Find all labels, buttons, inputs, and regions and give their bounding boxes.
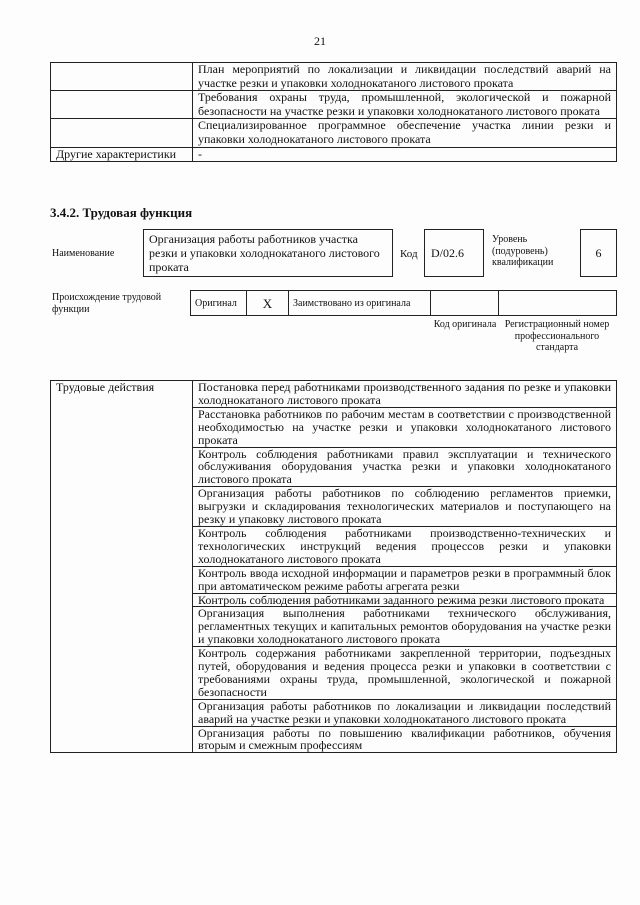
origin-table xyxy=(190,290,617,316)
labor-action-item: Организация работы работников по локализации и ликвидации последствий аварий на участке резки и упаковки холоднокатаного листового проката xyxy=(193,699,617,726)
qualification-level-label: Уровень (подуровень) квалификации xyxy=(492,234,554,268)
labor-action-item: Организация работы по повышению квалификации работников, обучения вторым и смежным профессиям xyxy=(193,726,617,753)
code-original-cell xyxy=(431,291,499,316)
labor-action-item: Контроль ввода исходной информации и параметров резки в программный блок при автоматическом режиме работы агрегата резки xyxy=(193,566,617,593)
borrowed-label: Заимствовано из оригинала xyxy=(289,291,431,316)
knowledge-table-continuation xyxy=(50,62,617,162)
page-number: 21 xyxy=(314,34,326,48)
labor-action-item: Контроль содержания работниками закрепленной территории, подъездных путей, оборудования и ведения процесса резки и упаковки в соответствии с требованиями охраны труда, промышленной, экологической и пожарной безопасности xyxy=(193,647,617,700)
labor-actions-label: Трудовые действия xyxy=(51,381,193,753)
reg-number-label: Регистрационный номер профессионального стандарта xyxy=(504,319,610,353)
table-row xyxy=(51,381,617,408)
left-cell xyxy=(51,63,193,91)
reg-number-cell xyxy=(499,291,617,316)
labor-action-item: Организация работы работников по соблюдению регламентов приемки, выгрузки и складирования технологических материалов и поступающего на резку и упаковку листового проката xyxy=(193,487,617,527)
labor-action-item: Контроль соблюдения работниками заданного режима резки листового проката xyxy=(193,593,617,607)
left-cell xyxy=(51,119,193,147)
table-row xyxy=(51,63,617,91)
table-row xyxy=(51,147,617,162)
table-row xyxy=(51,119,617,147)
right-cell: План мероприятий по локализации и ликвидации последствий аварий на участке резки и упаковки холоднокатаного листового проката xyxy=(193,63,617,91)
function-name-value: Организация работы работников участка резки и упаковки холоднокатаного листового проката xyxy=(143,229,393,277)
labor-action-item: Расстановка работников по рабочим местам в соответствии с производственной необходимостью на участке резки и упаковки холоднокатаного листового проката xyxy=(193,407,617,447)
labor-action-item: Контроль соблюдения работниками производственно-технических и технологических инструкций ведения процессов резки и упаковки холоднокатаного листового проката xyxy=(193,526,617,566)
labor-action-item: Контроль соблюдения работниками правил эксплуатации и технического обслуживания оборудования участка резки и упаковки холоднокатаного листового проката xyxy=(193,447,617,487)
section-title: 3.4.2. Трудовая функция xyxy=(50,205,193,220)
labor-action-item: Постановка перед работниками производственного задания по резке и упаковки холоднокатаного листового проката xyxy=(193,381,617,408)
labor-actions-table xyxy=(50,380,617,753)
code-label: Код xyxy=(400,248,418,260)
table-row xyxy=(191,291,617,316)
left-cell xyxy=(51,91,193,119)
labor-action-item: Организация выполнения работниками технического обслуживания, регламентных текущих и капитальных ремонтов оборудования на участке резки и упаковки холоднокатаного листового проката xyxy=(193,607,617,647)
function-code-value: D/02.6 xyxy=(424,229,484,277)
code-original-label: Код оригинала xyxy=(433,319,497,330)
right-cell: Специализированное программное обеспечение участка линии резки и упаковки холоднокатаного листового проката xyxy=(193,119,617,147)
right-cell: - xyxy=(193,147,617,162)
left-cell: Другие характеристики xyxy=(51,147,193,162)
name-label: Наименование xyxy=(52,248,115,259)
qualification-level-value: 6 xyxy=(580,229,617,277)
right-cell: Требования охраны труда, промышленной, экологической и пожарной безопасности на участке резки и упаковки холоднокатаного листового проката xyxy=(193,91,617,119)
table-row xyxy=(51,91,617,119)
origin-label: Происхождение трудовой функции xyxy=(52,292,162,315)
original-label: Оригинал xyxy=(191,291,247,316)
original-mark: X xyxy=(247,291,289,316)
